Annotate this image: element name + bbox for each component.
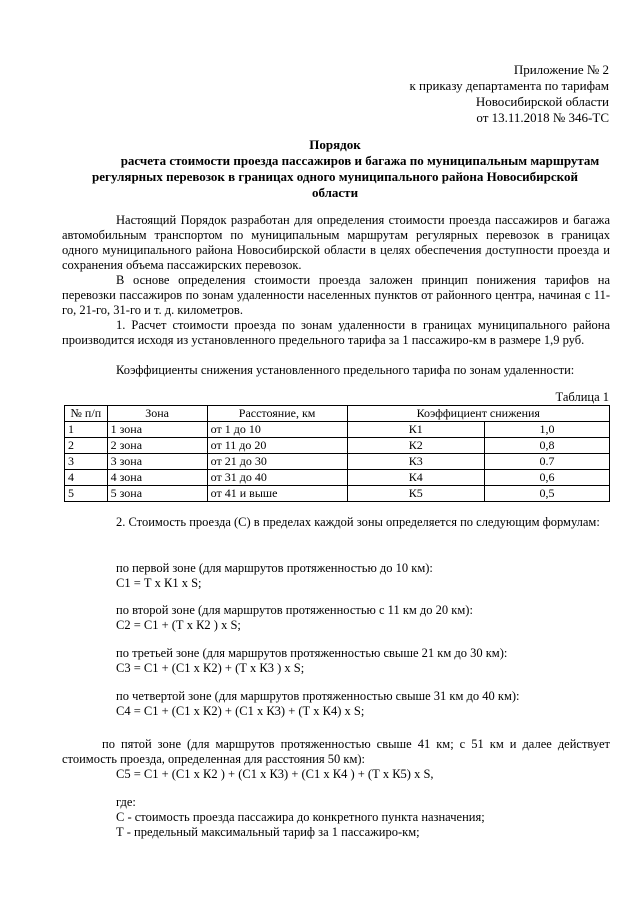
cell-num: 3 [65,454,108,470]
cell-k: К2 [347,438,484,454]
cell-value: 0,5 [484,486,609,502]
cell-zone: 3 зона [107,454,207,470]
zone5-formula: С5 = С1 + (С1 х К2 ) + (С1 х К3) + (С1 х К4 ) + (Т х К5) х S, [116,767,434,781]
appendix-line: Приложение № 2 [513,62,609,77]
table-row [65,470,610,486]
zone5-text: по пятой зоне (для маршрутов протяженностью свыше 41 км; с 51 км и далее действует стоимость проезда, определенная для расстояния 50 км): [62,737,610,766]
paragraph-principle: В основе определения стоимости проезда заложен принцип понижения тарифов на перевозки пассажиров по зонам удаленности населенных пунктов от районного центра, начиная с 11-го, 21-го, 31-го и т. д. километров. [62,273,610,317]
cell-zone: 2 зона [107,438,207,454]
zone1-formula: С1 = Т х К1 х S; [116,576,202,590]
cell-value: 0,8 [484,438,609,454]
cell-value: 0.7 [484,454,609,470]
title-line: расчета стоимости проезда пассажиров и багажа по муниципальным маршрутам [120,153,600,168]
zone3-formula: С3 = С1 + (С1 х К2) + (Т х К3 ) х S; [116,661,305,675]
zone4-text: по четвертой зоне (для маршрутов протяженностью свыше 31 км до 40 км): [116,689,520,703]
appendix-line: Новосибирской области [475,94,609,109]
header-coefficient: Коэффициент снижения [347,406,609,422]
cell-num: 4 [65,470,108,486]
title-line: регулярных перевозок в границах одного муниципального района Новосибирской [92,169,578,184]
zone1-text: по первой зоне (для маршрутов протяженностью до 10 км): [116,561,433,575]
table-caption: Таблица 1 [555,390,609,404]
header-num: № п/п [65,406,108,422]
table-row [65,422,610,438]
cell-zone: 4 зона [107,470,207,486]
table-row [65,438,610,454]
header-zone: Зона [107,406,207,422]
cell-zone: 5 зона [107,486,207,502]
header-distance: Расстояние, км [207,406,347,422]
cell-value: 0,6 [484,470,609,486]
table-row [65,454,610,470]
zone3-text: по третьей зоне (для маршрутов протяженностью свыше 21 км до 30 км): [116,646,508,660]
paragraph-calculation: 1. Расчет стоимости проезда по зонам удаленности в границах муниципального района производится исходя из установленного предельного тарифа за 1 пассажиро-км в размере 1,9 руб. [62,318,610,347]
where-label: где: [116,795,136,809]
cell-zone: 1 зона [107,422,207,438]
cell-distance: от 11 до 20 [207,438,347,454]
appendix-line: от 13.11.2018 № 346-ТС [476,110,609,125]
cell-distance: от 31 до 40 [207,470,347,486]
cell-k: К1 [347,422,484,438]
cell-distance: от 41 и выше [207,486,347,502]
cell-distance: от 1 до 10 [207,422,347,438]
cell-k: К5 [347,486,484,502]
paragraph-coefficients: Коэффициенты снижения установленного предельного тарифа по зонам удаленности: [116,363,575,377]
definition-t: Т - предельный максимальный тариф за 1 пассажиро-км; [116,825,420,839]
appendix-line: к приказу департамента по тарифам [409,78,609,93]
cell-k: К3 [347,454,484,470]
paragraph-formulas-intro: 2. Стоимость проезда (С) в пределах каждой зоны определяется по следующим формулам: [116,515,600,529]
title-line: Порядок [309,137,361,152]
zone2-text: по второй зоне (для маршрутов протяженностью с 11 км до 20 км): [116,603,473,617]
cell-num: 5 [65,486,108,502]
title-line: области [311,185,359,200]
paragraph-intro: Настоящий Порядок разработан для определения стоимости проезда пассажиров и багажа автомобильным транспортом по муниципальным маршрутам регулярных перевозок в границах одного муниципального района Новосибирской области в целях обеспечения доступности проезда и сохранения объема пассажирских перевозок. [62,213,610,272]
zone2-formula: С2 = С1 + (Т х К2 ) х S; [116,618,241,632]
cell-num: 2 [65,438,108,454]
document-title [60,137,610,201]
definition-c: С - стоимость проезда пассажира до конкретного пункта назначения; [116,810,485,824]
cell-num: 1 [65,422,108,438]
coefficients-table [64,405,610,502]
cell-distance: от 21 до 30 [207,454,347,470]
cell-k: К4 [347,470,484,486]
appendix-header [409,62,609,126]
cell-value: 1,0 [484,422,609,438]
table-header-row [65,406,610,422]
zone4-formula: С4 = С1 + (С1 х К2) + (С1 х К3) + (Т х К4) х S; [116,704,365,718]
table-row [65,486,610,502]
